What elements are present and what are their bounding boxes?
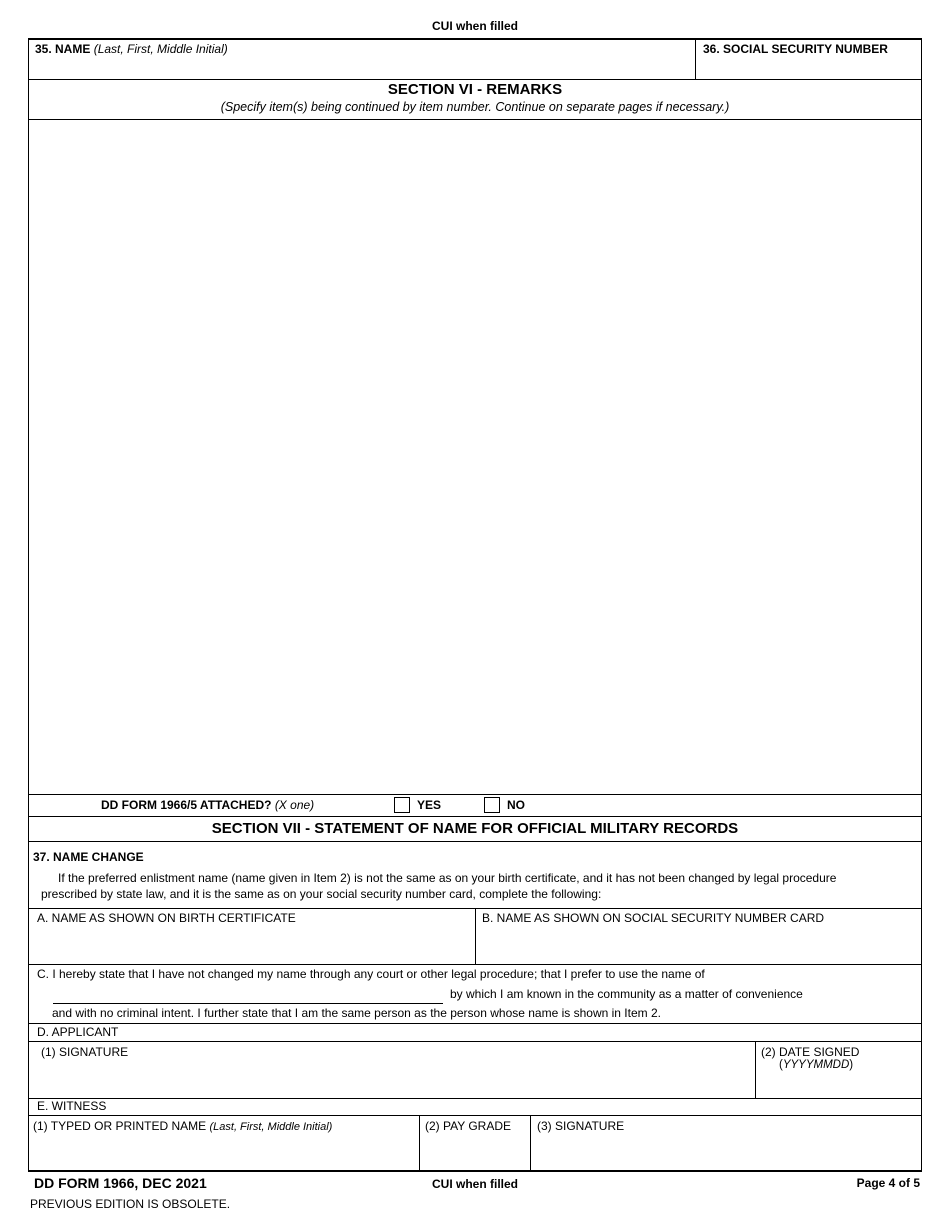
attached-label: DD FORM 1966/5 ATTACHED? [101,798,272,812]
witness-name-text: (1) TYPED OR PRINTED NAME [33,1119,207,1133]
attached-hint: (X one) [274,798,315,812]
divider-witness-top [28,1098,922,1099]
applicant-date-format: (YYYYMMDD) [779,1059,854,1071]
applicant-date-input[interactable] [758,1074,920,1096]
item-37-title: 37. NAME CHANGE [33,850,144,864]
witness-name-label [33,1119,332,1133]
section-7-title: SECTION VII - STATEMENT OF NAME FOR OFFICIAL MILITARY RECORDS [211,820,739,837]
witness-name-input[interactable] [30,1136,416,1168]
item-35-hint: (Last, First, Middle Initial) [93,42,228,56]
item-37-intro-line-1: If the preferred enlistment name (name given in Item 2) is not the same as on your birth certificate, and it has not been changed by legal procedure [58,871,837,885]
attached-question [101,798,314,812]
divider-applicant-label [28,1041,922,1042]
attached-yes-label: YES [417,798,442,812]
witness-pay-divider [419,1116,420,1171]
preferred-name-input[interactable] [53,985,443,1002]
divider-section-7 [28,841,922,842]
item-36-label: 36. SOCIAL SECURITY NUMBER [703,42,888,56]
item-37-ab-divider [475,909,476,964]
attached-yes-checkbox[interactable] [394,797,410,813]
item-37c-line-2: by which I am known in the community as a matter of convenience [450,987,803,1001]
divider-applicant-top [28,1023,922,1024]
witness-pay-grade-label: (2) PAY GRADE [425,1119,512,1133]
ssn-card-name-input[interactable] [478,930,920,962]
item-37b-label: B. NAME AS SHOWN ON SOCIAL SECURITY NUMBER CARD [482,911,825,925]
witness-pay-grade-input[interactable] [422,1136,527,1168]
item-35-number: 35. NAME [35,42,91,56]
item-37c-line-1: C. I hereby state that I have not changed my name through any court or other legal procedure; that I prefer to use the name of [37,967,705,981]
divider-remarks-bottom [28,794,922,795]
remarks-textarea[interactable] [30,121,920,792]
item-35-36-divider [695,39,696,79]
witness-signature-field[interactable] [533,1136,920,1168]
section-6-title: SECTION VI - REMARKS [387,81,563,98]
cui-banner-bottom: CUI when filled [431,1177,518,1191]
witness-name-hint: (Last, First, Middle Initial) [209,1121,333,1133]
birth-certificate-name-input[interactable] [30,930,472,962]
applicant-signature-field[interactable] [30,1062,752,1096]
attached-no-checkbox[interactable] [484,797,500,813]
obsolete-notice: PREVIOUS EDITION IS OBSOLETE. [30,1197,231,1211]
divider-37-ab-bottom [28,964,922,965]
applicant-signature-label: (1) SIGNATURE [41,1045,129,1059]
divider-attached-bottom [28,816,922,817]
item-37a-label: A. NAME AS SHOWN ON BIRTH CERTIFICATE [37,911,296,925]
item-37-intro-line-2: prescribed by state law, and it is the same as on your social security number card, complete the following: [41,887,602,901]
ssn-input[interactable] [698,58,920,78]
section-6-instruction: (Specify item(s) being continued by item number. Continue on separate pages if necessary.) [220,100,730,114]
applicant-date-divider [755,1042,756,1098]
page-number: Page 4 of 5 [856,1176,920,1190]
witness-signature-label: (3) SIGNATURE [537,1119,625,1133]
divider-witness-label [28,1115,922,1116]
preferred-name-line [53,1003,443,1004]
item-37e-label: E. WITNESS [37,1099,107,1113]
item-35-label [35,42,228,56]
form-id: DD FORM 1966, DEC 2021 [34,1175,207,1191]
witness-sig-divider [530,1116,531,1171]
item-37d-label: D. APPLICANT [37,1025,119,1039]
divider-after-names [28,79,922,80]
name-input[interactable] [30,58,692,78]
applicant-date-format-text: YYYYMMDD [782,1059,850,1071]
applicant-date-label: (2) DATE SIGNED [761,1045,860,1059]
item-37c-line-3: and with no criminal intent. I further state that I am the same person as the person whose name is shown in Item 2. [52,1006,661,1020]
divider-remarks-top [28,119,922,120]
attached-no-label: NO [507,798,525,812]
cui-banner-top: CUI when filled [431,19,518,33]
